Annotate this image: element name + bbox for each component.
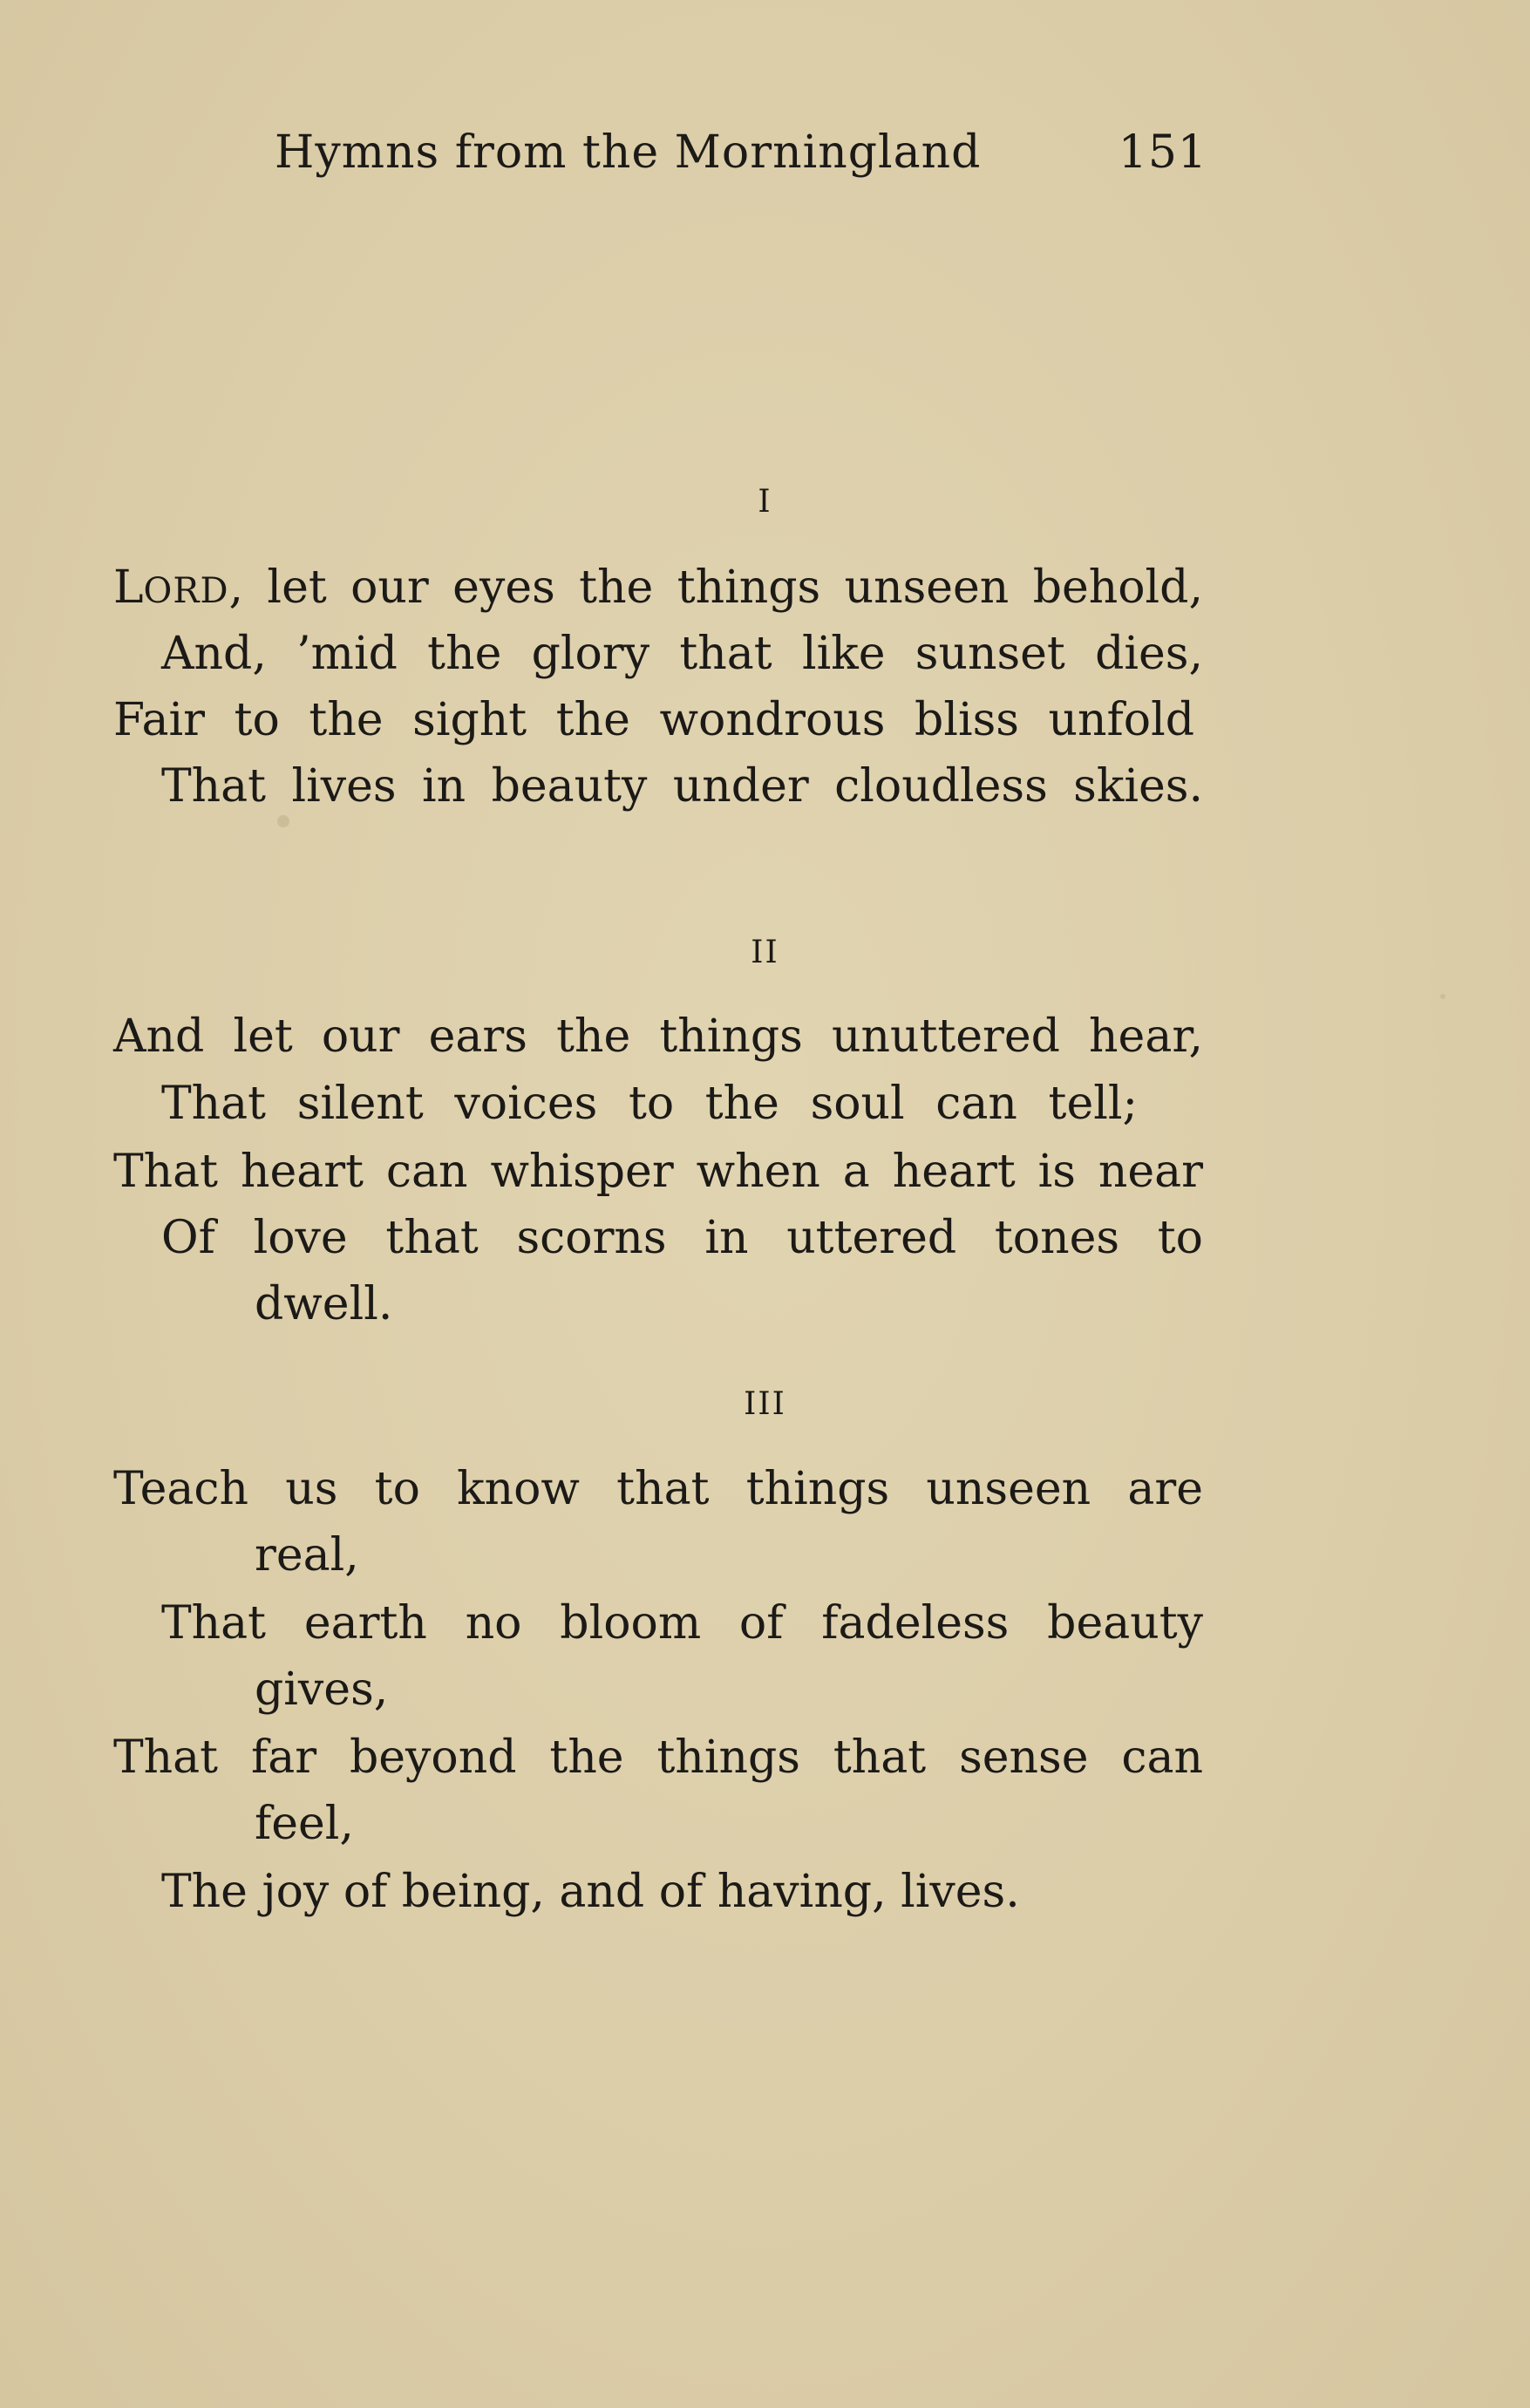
verse-line: gives, [255,1663,389,1716]
verse-line: That silent voices to the soul can tell; [161,1078,1138,1130]
verse-line: And, ’mid the glory that like sunset dies, [161,628,1203,680]
page-number: 151 [1118,126,1207,179]
verse-line: That earth no bloom of fadeless beauty [161,1597,1203,1650]
stanza-number: III [744,1386,786,1422]
paper-spot [1440,994,1445,999]
verse-line: That far beyond the things that sense can [113,1731,1203,1784]
verse-line-text: , let our eyes the things unseen behold, [228,561,1203,614]
verse-line: Fair to the sight the wondrous bliss unfold [113,694,1194,746]
small-caps-word: ORD [143,571,229,611]
verse-line: Of love that scorns in uttered tones to [161,1212,1203,1264]
drop-capital: L [113,561,144,614]
running-title: Hymns from the Morningland [275,126,982,179]
verse-line: And let our ears the things unuttered hear, [113,1010,1203,1063]
stanza-number: I [758,484,772,520]
stanza-number: II [751,935,779,970]
verse-line: dwell. [255,1278,393,1330]
paper-spot [277,815,289,827]
verse-line: feel, [255,1798,354,1850]
verse-line [113,561,1203,614]
verse-line: That lives in beauty under cloudless skies. [161,760,1203,813]
verse-line: real, [255,1529,359,1582]
verse-line: That heart can whisper when a heart is near [113,1146,1203,1198]
verse-line: Teach us to know that things unseen are [113,1463,1203,1515]
verse-line: The joy of being, and of having, lives. [161,1866,1020,1918]
